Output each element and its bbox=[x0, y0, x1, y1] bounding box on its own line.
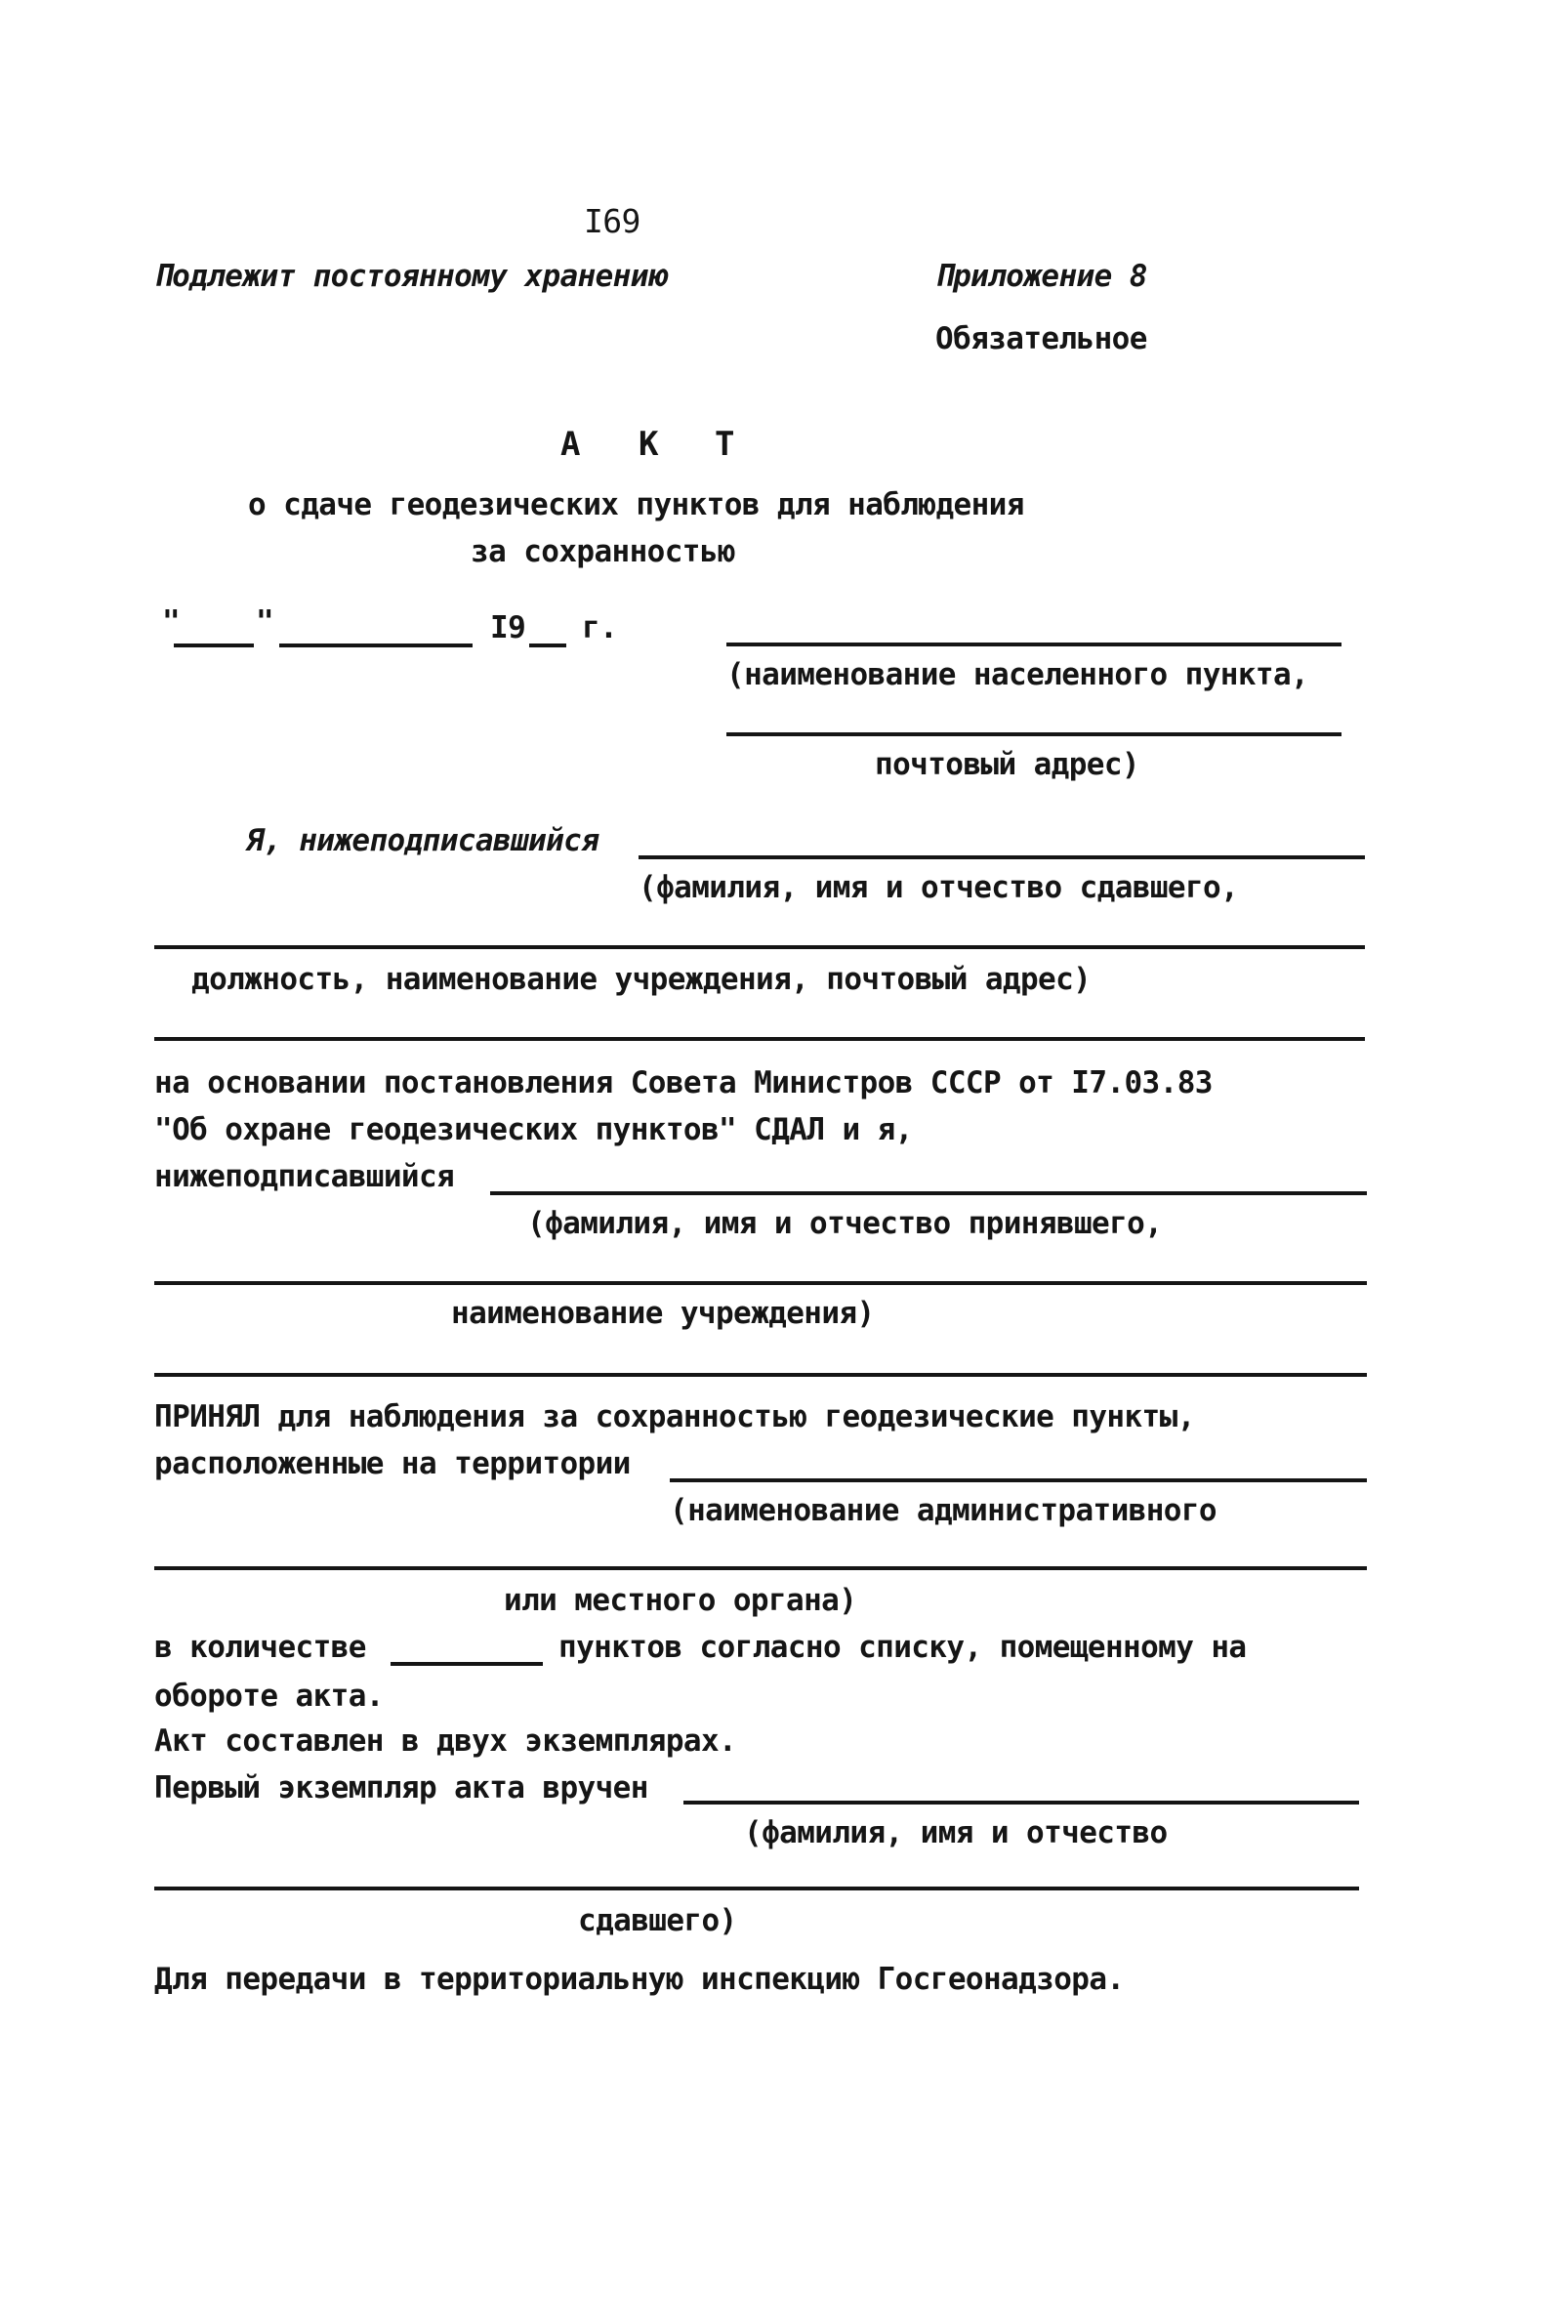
handover-position-blank[interactable] bbox=[154, 945, 1365, 949]
receiver-extra-blank[interactable] bbox=[154, 1373, 1367, 1377]
settlement-caption: (наименование населенного пункта, bbox=[726, 657, 1309, 692]
copy-fio-end-caption: сдавшего) bbox=[578, 1903, 737, 1938]
document-subtitle-line-1: о сдаче геодезических пунктов для наблюдения bbox=[248, 487, 1024, 522]
settlement-blank[interactable] bbox=[726, 643, 1341, 646]
page-number: I69 bbox=[584, 202, 640, 240]
date-year-suffix: г. bbox=[582, 610, 618, 645]
document-subtitle-line-2: за сохранностью bbox=[471, 534, 735, 569]
copies-note: Акт составлен в двух экземплярах. bbox=[154, 1723, 737, 1759]
postal-address-caption: почтовый адрес) bbox=[875, 747, 1139, 782]
undersigned-label: Я, нижеподписавшийся bbox=[246, 823, 599, 858]
appendix-label: Приложение 8 bbox=[935, 259, 1147, 294]
document-title-letter-2: К bbox=[639, 425, 659, 464]
date-open-quote: " bbox=[162, 604, 181, 640]
copy-fio-caption: (фамилия, имя и отчество bbox=[744, 1815, 1168, 1850]
accepted-line-2: расположенные на территории bbox=[154, 1446, 631, 1481]
admin-name-caption: (наименование административного bbox=[670, 1493, 1217, 1528]
final-note: Для передачи в территориальную инспекцию Госгеонадзора. bbox=[154, 1962, 1125, 1997]
local-body-caption: или местного органа) bbox=[504, 1583, 857, 1618]
quantity-line-2: обороте акта. bbox=[154, 1679, 384, 1714]
quantity-blank[interactable] bbox=[391, 1662, 543, 1666]
quantity-suffix: пунктов согласно списку, помещенному на bbox=[558, 1630, 1247, 1665]
basis-line-1: на основании постановления Совета Министров СССР от I7.03.83 bbox=[154, 1065, 1213, 1100]
handover-position-caption: должность, наименование учреждения, почтовый адрес) bbox=[191, 962, 1092, 997]
handover-fio-caption: (фамилия, имя и отчество сдавшего, bbox=[639, 870, 1239, 905]
local-body-blank[interactable] bbox=[154, 1566, 1367, 1570]
postal-address-blank[interactable] bbox=[726, 732, 1341, 736]
basis-line-2: "Об охране геодезических пунктов" СДАЛ и я, bbox=[154, 1112, 913, 1147]
date-month-blank[interactable] bbox=[279, 643, 473, 647]
appendix-status: Обязательное bbox=[935, 321, 1147, 356]
quantity-prefix: в количестве bbox=[154, 1630, 366, 1665]
receiver-institution-blank[interactable] bbox=[154, 1281, 1367, 1285]
copy-fio-end-blank[interactable] bbox=[154, 1887, 1359, 1890]
receiver-fio-caption: (фамилия, имя и отчество принявшего, bbox=[527, 1206, 1163, 1241]
date-close-quote: " bbox=[256, 604, 274, 640]
document-title-letter-3: Т bbox=[715, 425, 735, 464]
receiver-name-blank[interactable] bbox=[490, 1191, 1367, 1195]
handover-extra-blank[interactable] bbox=[154, 1037, 1365, 1041]
handover-name-blank[interactable] bbox=[639, 855, 1365, 859]
document-title-letter-1: А bbox=[560, 425, 581, 464]
date-day-blank[interactable] bbox=[174, 643, 254, 647]
undersigned-label-2: нижеподписавшийся bbox=[154, 1159, 455, 1194]
date-year-blank[interactable] bbox=[529, 643, 566, 647]
first-copy-recipient-blank[interactable] bbox=[683, 1801, 1359, 1805]
first-copy-label: Первый экземпляр акта вручен bbox=[154, 1770, 648, 1805]
accepted-line-1: ПРИНЯЛ для наблюдения за сохранностью геодезические пункты, bbox=[154, 1399, 1195, 1434]
receiver-institution-caption: наименование учреждения) bbox=[451, 1296, 875, 1331]
storage-note: Подлежит постоянному хранению bbox=[154, 259, 666, 294]
date-year-prefix: I9 bbox=[490, 610, 526, 645]
territory-blank[interactable] bbox=[670, 1478, 1367, 1482]
